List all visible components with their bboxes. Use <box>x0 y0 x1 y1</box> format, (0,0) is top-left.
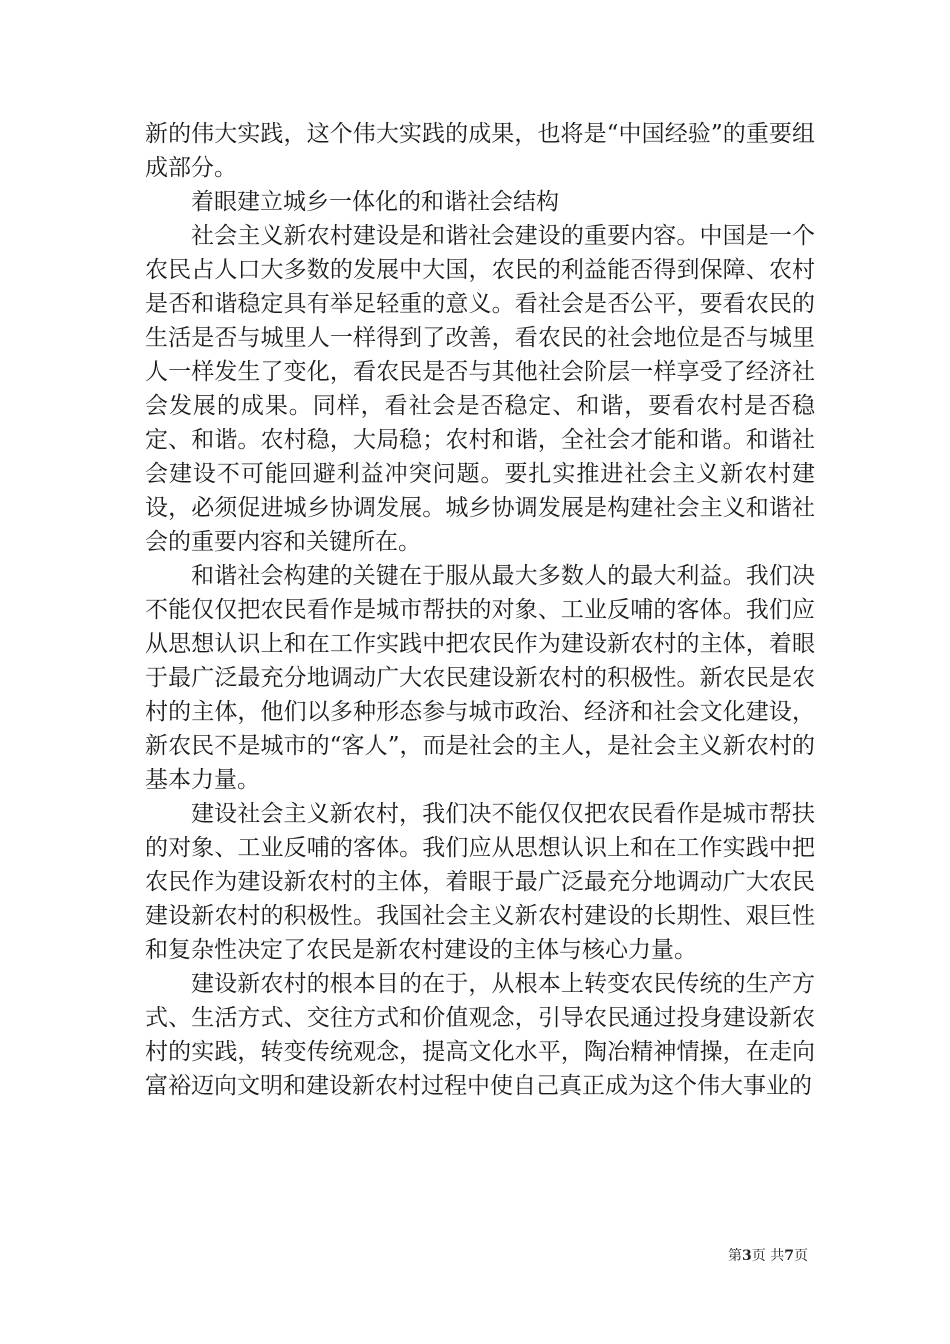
section-heading: 着眼建立城乡一体化的和谐社会结构 <box>191 189 559 215</box>
paragraph-4: 和谐社会构建的关键在于服从最大多数人的最大利益。我们决不能仅仅把农民看作是城市帮扶的对象、工业反哺的客体。我们应从思想认识上和在工作实践中把农民作为建设新农村的主体，着眼于最广泛最充分地调动广大农民建设新农村的积极性。新农民是农村的主体，他们以多种形态参与城市政治、经济和社会文化建设，新农民不是城市的“客人”，而是社会的主人，是社会主义新农村的基本力量。 <box>145 563 815 793</box>
footer-prefix: 第 <box>728 1248 743 1264</box>
document-body <box>145 117 815 1103</box>
paragraph-1: 新的伟大实践，这个伟大实践的成果，也将是“中国经验”的重要组成部分。 <box>145 121 815 181</box>
footer-middle: 页 共 <box>751 1248 785 1264</box>
footer-suffix: 页 <box>794 1248 808 1264</box>
page-footer <box>0 1245 808 1265</box>
total-page-number: 7 <box>784 1248 794 1264</box>
paragraph-3: 社会主义新农村建设是和谐社会建设的重要内容。中国是一个农民占人口大多数的发展中大国，农民的利益能否得到保障、农村是否和谐稳定具有举足轻重的意义。看社会是否公平，要看农民的生活是否与城里人一样得到了改善，看农民的社会地位是否与城里人一样发生了变化，看农民是否与其他社会阶层一样享受了经济社会发展的成果。同样，看社会是否稳定、和谐，要看农村是否稳定、和谐。农村稳，大局稳；农村和谐，全社会才能和谐。和谐社会建设不可能回避利益冲突问题。要扎实推进社会主义新农村建设，必须促进城乡协调发展。城乡协调发展是构建社会主义和谐社会的重要内容和关键所在。 <box>145 223 815 555</box>
current-page-number: 3 <box>742 1248 752 1264</box>
paragraph-6: 建设新农村的根本目的在于，从根本上转变农民传统的生产方式、生活方式、交往方式和价值观念，引导农民通过投身建设新农村的实践，转变传统观念，提高文化水平，陶冶精神情操，在走向富裕迈向文明和建设新农村过程中使自己真正成为这个伟大事业的 <box>145 971 815 1099</box>
paragraph-5: 建设社会主义新农村，我们决不能仅仅把农民看作是城市帮扶的对象、工业反哺的客体。我们应从思想认识上和在工作实践中把农民作为建设新农村的主体，着眼于最广泛最充分地调动广大农民建设新农村的积极性。我国社会主义新农村建设的长期性、艰巨性和复杂性决定了农民是新农村建设的主体与核心力量。 <box>145 801 815 963</box>
